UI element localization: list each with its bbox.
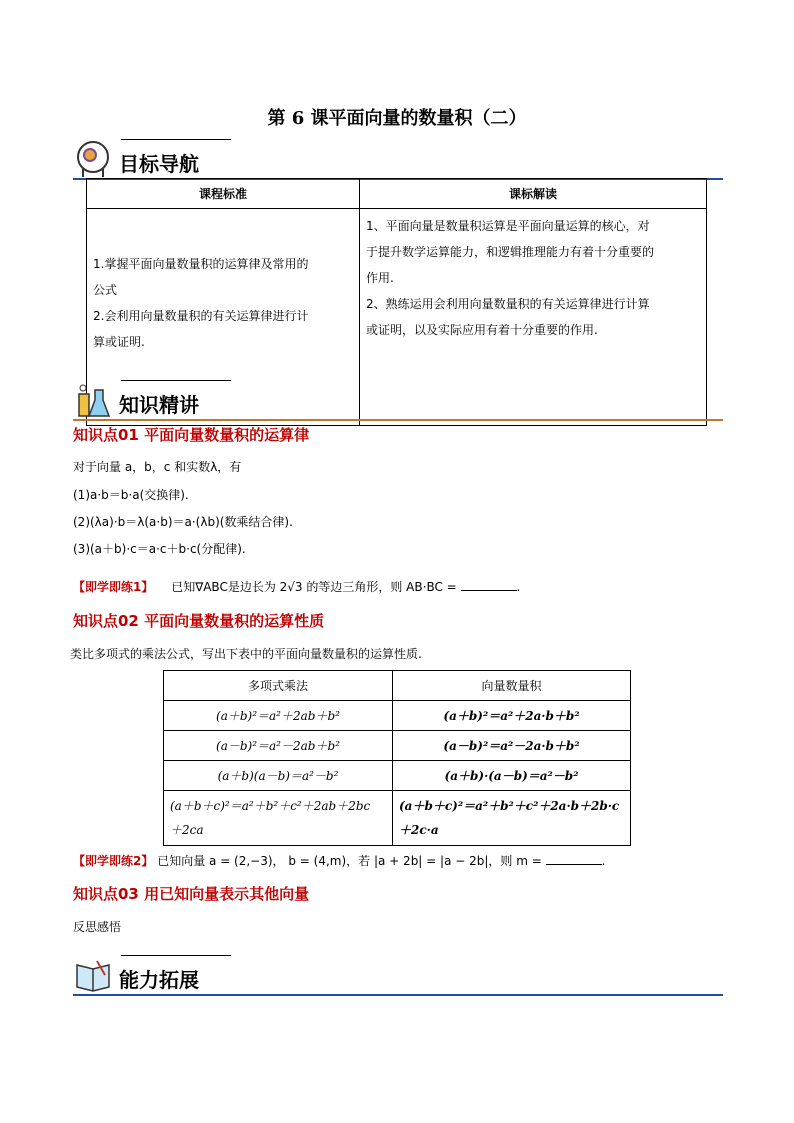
kp3-title: 知识点03 用已知向量表示其他向量 (73, 885, 310, 903)
table-cell: (a＋b)²＝a²＋2a·b＋b² (393, 701, 631, 731)
answer-blank[interactable] (461, 580, 517, 591)
section-goal-header (73, 139, 723, 179)
section-knowledge-header (73, 380, 723, 420)
table-cell: (a＋b)²＝a²＋2ab＋b² (164, 701, 393, 731)
exercise-text: 已知向量 a = (2,−3)， b = (4,m)，若 |a + 2b| = |a − 2b|，则 m = (157, 854, 542, 868)
section-knowledge-label: 知识精讲 (119, 393, 199, 417)
goal-header-interpretation: 课标解读 (360, 179, 707, 209)
section-bottom-rule (73, 419, 723, 421)
section-extend-label: 能力拓展 (119, 968, 199, 992)
goal-left-line: 2.会利用向量数量积的有关运算律进行计 (93, 309, 309, 323)
goal-right-line: 于提升数学运算能力，和逻辑推理能力有着十分重要的 (366, 245, 655, 259)
table-cell: (a＋b)(a－b)＝a²－b² (164, 761, 393, 791)
exercise-end: . (601, 854, 606, 868)
goal-right-line: 作用. (366, 271, 394, 285)
goal-right-line: 2、熟练运用会利用向量数量积的有关运算律进行计算 (366, 297, 650, 311)
goal-left-line: 公式 (93, 283, 118, 297)
goal-left-line: 1.掌握平面向量数量积的运算律及常用的 (93, 257, 309, 271)
section-bottom-rule (73, 994, 723, 996)
exercise-end: . (516, 580, 521, 594)
section-top-rule (121, 955, 231, 956)
properties-table (163, 670, 631, 846)
table-cell (393, 791, 631, 846)
goal-header-standard: 课程标准 (87, 179, 360, 209)
kp1-rule: (3)(a＋b)·c＝a·c＋b·c(分配律). (73, 542, 246, 556)
page-title: 第 6 课平面向量的数量积（二） (267, 108, 527, 129)
answer-blank[interactable] (546, 854, 602, 865)
kp1-exercise (73, 578, 520, 595)
exercise-label: 【即学即练2】 (73, 854, 154, 868)
table-cell: (a＋b)·(a－b)＝a²－b² (393, 761, 631, 791)
table-cell: (a－b)²＝a²－2a·b＋b² (393, 731, 631, 761)
section-top-rule (121, 139, 231, 140)
table-cell-line: ＋2ca (170, 823, 204, 837)
kp1-intro: 对于向量 a，b，c 和实数λ，有 (73, 460, 242, 474)
section-extend-header (73, 955, 723, 995)
table-header: 向量数量积 (393, 671, 631, 701)
section-goal-label: 目标导航 (119, 152, 199, 176)
exercise-label: 【即学即练1】 (73, 580, 154, 594)
kp2-title: 知识点02 平面向量数量积的运算性质 (73, 612, 325, 630)
table-cell (164, 791, 393, 846)
head-gear-icon (73, 139, 113, 179)
goal-left-line: 算或证明. (93, 335, 145, 349)
table-cell-line: ＋2c·a (399, 823, 439, 837)
exercise-text: 已知∇ABC是边长为 2√3 的等边三角形，则 AB·BC = (171, 580, 457, 594)
kp1-title: 知识点01 平面向量数量积的运算律 (73, 426, 310, 444)
kp2-exercise (73, 852, 605, 869)
table-cell-line: (a＋b＋c)²＝a²＋b²＋c²＋2ab＋2bc (170, 799, 371, 813)
goal-right-line: 或证明，以及实际应用有着十分重要的作用. (366, 323, 598, 337)
table-header: 多项式乘法 (164, 671, 393, 701)
table-cell-line: (a＋b＋c)²＝a²＋b²＋c²＋2a·b＋2b·c (399, 799, 620, 813)
goal-right-line: 1、平面向量是数量积运算是平面向量运算的核心，对 (366, 219, 650, 233)
table-cell: (a－b)²＝a²－2ab＋b² (164, 731, 393, 761)
kp2-intro: 类比多项式的乘法公式，写出下表中的平面向量数量积的运算性质. (70, 647, 422, 661)
kp1-rule: (2)(λa)·b＝λ(a·b)＝a·(λb)(数乘结合律). (73, 515, 293, 529)
kp1-rule: (1)a·b＝b·a(交换律). (73, 488, 189, 502)
book-icon (73, 955, 113, 995)
flask-icon (73, 380, 113, 420)
kp3-note: 反思感悟 (73, 920, 122, 934)
section-top-rule (121, 380, 231, 381)
